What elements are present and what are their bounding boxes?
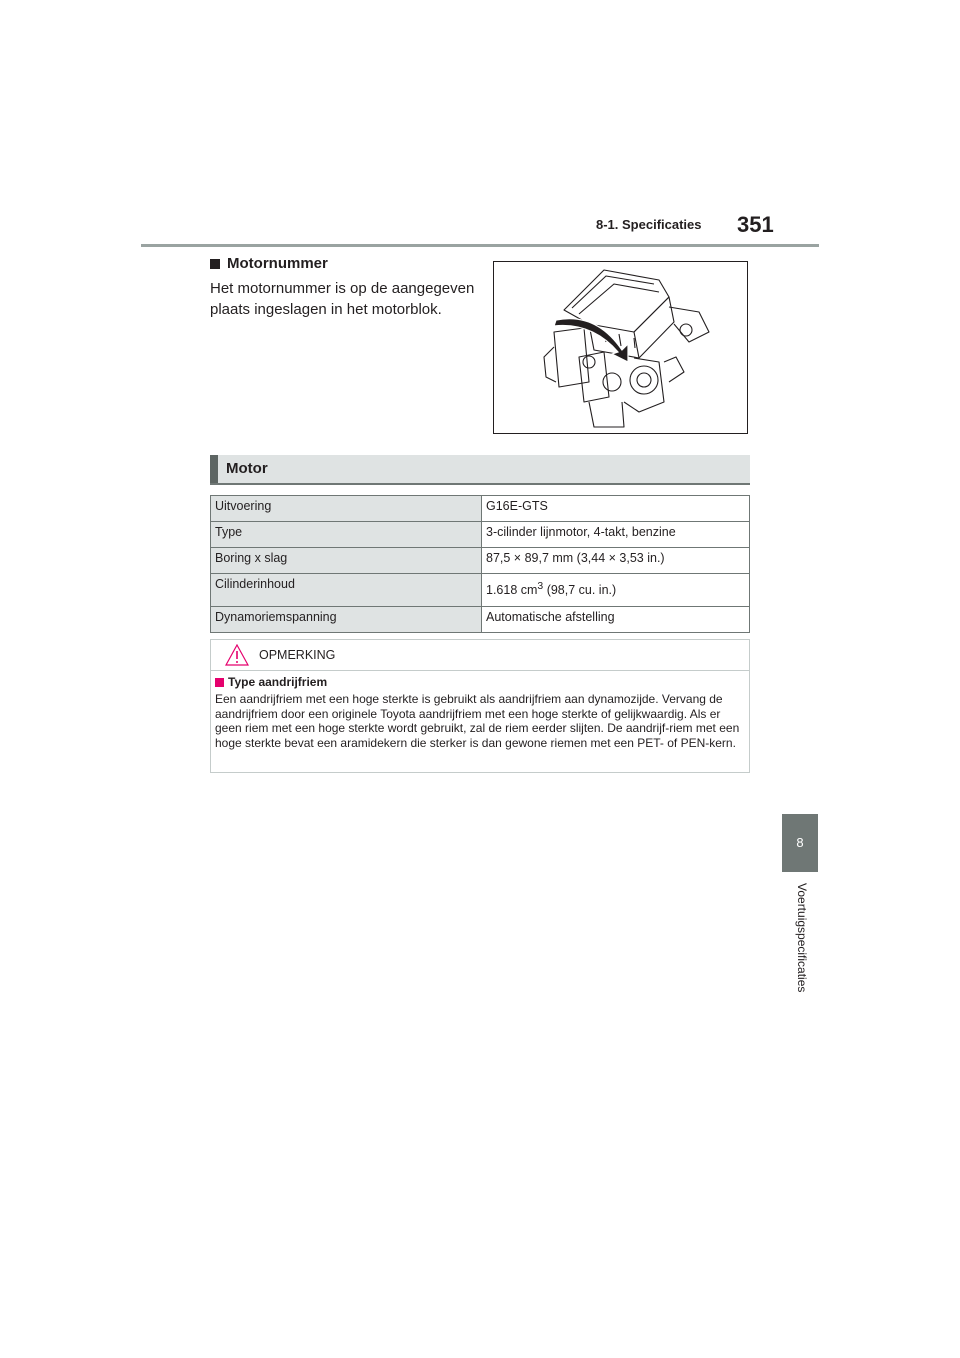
note-body: Een aandrijfriem met een hoge sterkte is gebruikt als aandrijfriem aan dynamozijde. Vervang de aandrijfriem door een originele Toyota aandrijfriem met een hoge sterkte of gelijkwaardig. Als er geen riem met een hoge sterkte wordt gebruikt, zal de riem eerder slijten. De aandrijf-riem met een hoge sterkte bevat een aramidekern die sterker is dan gewone riemen met een PET- of PEN-kern. [215,692,740,751]
note-title: OPMERKING [259,648,336,662]
row-value: Automatische afstelling [482,607,750,633]
row-value: 3-cilinder lijnmotor, 4-takt, benzine [482,522,750,548]
row-label: Uitvoering [211,496,482,522]
row-value: G16E-GTS [482,496,750,522]
engine-number-title: Motornummer [227,255,328,272]
table-title-bar [210,455,750,485]
warning-triangle-icon [225,644,249,666]
displacement-rest: (98,7 cu. in.) [543,583,617,598]
row-value: 87,5 × 89,7 mm (3,44 × 3,53 in.) [482,548,750,574]
chapter-label: Voertuigspecificaties [795,883,809,993]
chapter-tab: 8 [782,814,818,872]
pink-square-icon [215,678,224,687]
table-title-accent [210,455,218,483]
table-row [211,548,750,574]
page-number: 351 [737,212,774,237]
table-title: Motor [226,460,268,477]
note-subtitle [215,675,327,689]
row-label: Type [211,522,482,548]
displacement-superscript: 3 [537,581,544,592]
row-label: Dynamoriemspanning [211,607,482,633]
engine-spec-table [210,495,750,633]
square-bullet-icon [210,259,220,269]
row-label: Cilinderinhoud [211,574,482,607]
note-header [211,640,749,671]
displacement-value: 1.618 cm [486,583,538,598]
row-value [482,574,750,607]
note-subtitle-text: Type aandrijfriem [228,675,328,689]
header-section-title: 8-1. Specificaties [596,217,702,232]
engine-figure [493,261,748,434]
engine-illustration [494,262,747,433]
table-row [211,574,750,607]
header-rule [141,244,819,247]
table-row [211,496,750,522]
table-row [211,522,750,548]
row-label: Boring x slag [211,548,482,574]
engine-number-heading [210,255,328,272]
table-row [211,607,750,633]
engine-number-text: Het motornummer is op de aangegeven plaats ingeslagen in het motorblok. [210,280,475,318]
note-box [210,639,750,773]
